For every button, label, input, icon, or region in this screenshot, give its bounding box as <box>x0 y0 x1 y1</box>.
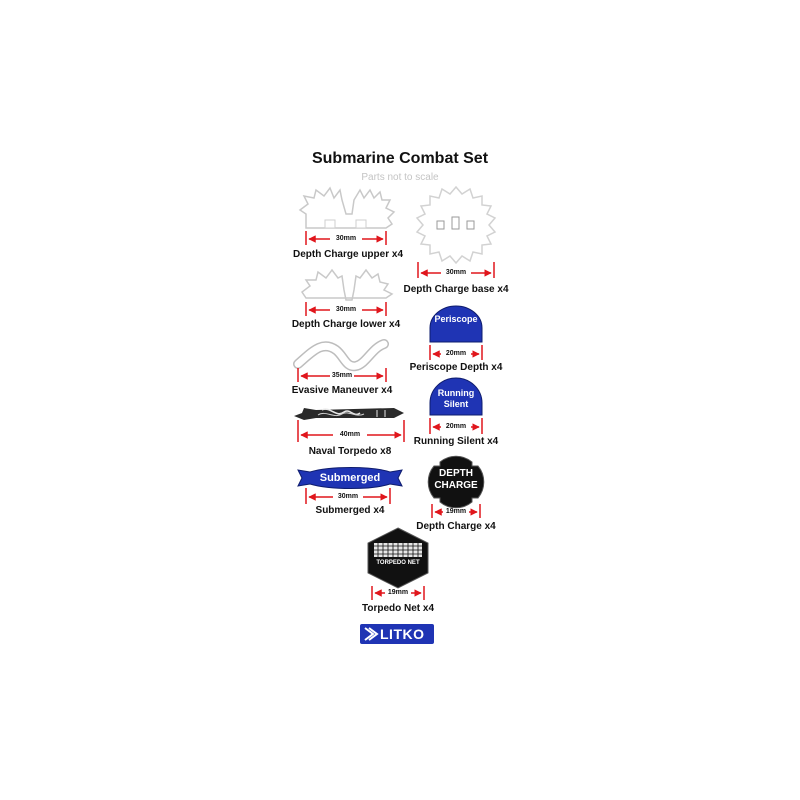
submerged-token-label: Submerged <box>319 472 381 484</box>
torpedo-net-token <box>368 528 428 588</box>
depth-charge-base-part <box>417 187 495 263</box>
size-label: 20mm <box>445 350 467 357</box>
part-caption: Running Silent x4 <box>413 436 499 447</box>
depth-token-label: DEPTH <box>439 468 473 479</box>
running-token-label: Running <box>437 388 475 398</box>
page-title: Submarine Combat Set <box>311 150 489 167</box>
evasive-maneuver-part <box>298 344 384 366</box>
size-label: 35mm <box>331 372 353 379</box>
part-caption: Depth Charge x4 <box>416 521 496 532</box>
part-caption: Periscope Depth x4 <box>409 362 503 373</box>
depth-charge-upper-part <box>300 188 394 228</box>
torpedo-net-token-label: TORPEDO NET <box>376 560 420 566</box>
size-label: 30mm <box>335 235 357 242</box>
size-label: 20mm <box>445 423 467 430</box>
periscope-token-label: Periscope <box>434 314 478 324</box>
page-subtitle: Parts not to scale <box>361 172 439 183</box>
litko-logo <box>360 624 434 644</box>
part-caption: Evasive Maneuver x4 <box>291 385 393 396</box>
part-caption: Torpedo Net x4 <box>361 603 435 614</box>
size-label: 19mm <box>445 508 467 515</box>
size-label: 30mm <box>445 269 467 276</box>
logo-arrow-icon <box>362 624 380 644</box>
periscope-depth-token <box>430 306 482 342</box>
size-label: 40mm <box>339 431 361 438</box>
charge-token-label: CHARGE <box>434 480 478 491</box>
part-caption: Depth Charge upper x4 <box>292 249 404 260</box>
size-label: 30mm <box>335 306 357 313</box>
depth-charge-lower-part <box>302 270 392 300</box>
size-label: 19mm <box>387 589 409 596</box>
size-label: 30mm <box>337 493 359 500</box>
part-caption: Submerged x4 <box>315 505 385 516</box>
part-caption: Depth Charge lower x4 <box>291 319 401 330</box>
part-caption: Naval Torpedo x8 <box>308 446 392 457</box>
logo-text: LITKO <box>380 626 425 642</box>
naval-torpedo-part <box>294 408 404 420</box>
part-caption: Depth Charge base x4 <box>403 284 509 295</box>
silent-token-label: Silent <box>443 399 469 409</box>
